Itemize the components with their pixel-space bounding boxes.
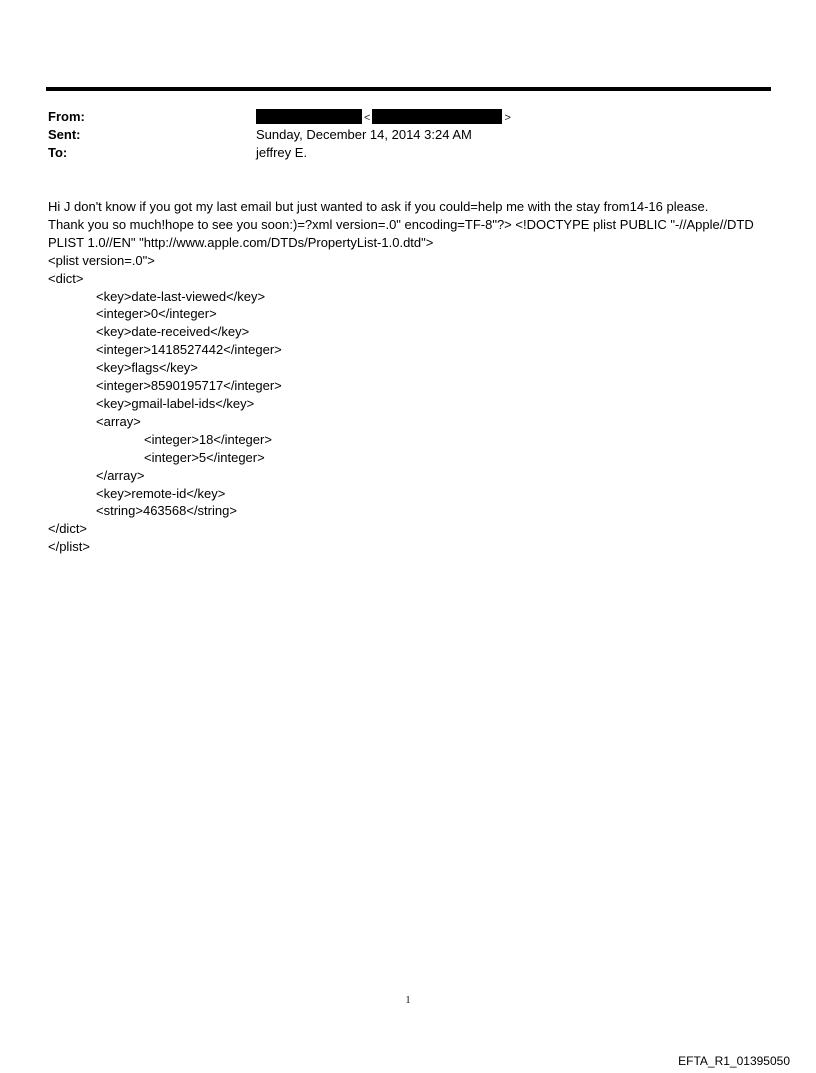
body-line: <array>: [96, 413, 141, 429]
body-line: <integer>0</integer>: [96, 306, 217, 322]
email-body: [48, 198, 772, 556]
close-bracket: >: [504, 112, 511, 124]
body-line: Hi J don't know if you got my last email but just wanted to ask if you could=help me with the stay from14-16 please.: [48, 199, 709, 214]
to-value: jeffrey E.: [256, 145, 308, 160]
body-line: <key>date-received</key>: [96, 324, 250, 340]
body-line: <key>gmail-label-ids</key>: [96, 395, 255, 411]
body-line: <integer>8590195717</integer>: [96, 378, 282, 394]
body-line: <string>463568</string>: [96, 503, 237, 519]
header-rule: [46, 87, 771, 91]
body-line: PLIST 1.0//EN" "http://www.apple.com/DTDs/PropertyList-1.0.dtd">: [48, 234, 434, 250]
from-label: From:: [48, 109, 85, 124]
sent-value: Sunday, December 14, 2014 3:24 AM: [256, 127, 472, 142]
body-line: <key>flags</key>: [96, 360, 198, 376]
body-line: <key>remote-id</key>: [96, 485, 226, 501]
body-line: Thank you so much!hope to see you soon:)=?xml version=.0" encoding=TF-8"?> <!DOCTYPE plist PUBLIC "-//Apple//DTD: [48, 216, 754, 232]
open-bracket: <: [364, 112, 371, 124]
body-line: <key>date-last-viewed</key>: [96, 288, 266, 304]
body-line: </plist>: [48, 539, 90, 555]
body-line: <integer>5</integer>: [144, 449, 265, 465]
body-line: <integer>1418527442</integer>: [96, 342, 282, 358]
page-number: 1: [405, 995, 411, 1006]
body-line: <dict>: [48, 270, 84, 286]
redacted-sender-email: [372, 109, 502, 124]
from-value: [256, 108, 513, 127]
body-line: </array>: [96, 467, 145, 483]
body-line: <plist version=.0">: [48, 252, 155, 268]
redacted-sender-name: [256, 109, 362, 124]
sent-label: Sent:: [48, 127, 81, 142]
body-line: <integer>18</integer>: [144, 431, 272, 447]
body-line: </dict>: [48, 521, 88, 537]
document-id: EFTA_R1_01395050: [678, 1054, 790, 1068]
to-label: To:: [48, 145, 68, 160]
